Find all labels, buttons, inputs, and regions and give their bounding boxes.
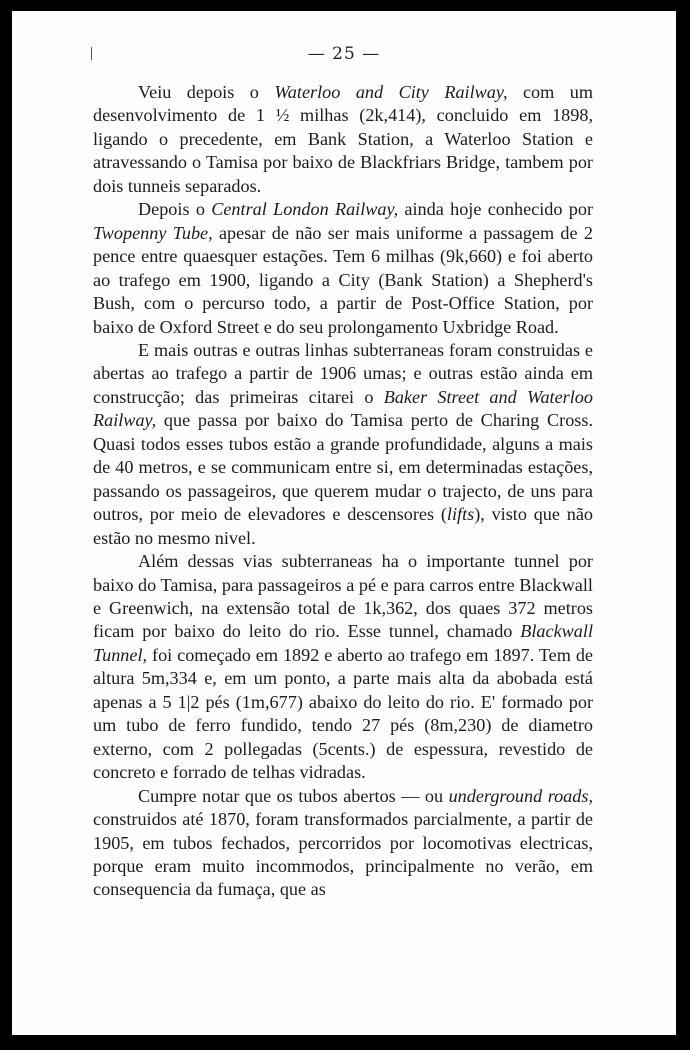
text-run: ainda hoje conhecido por <box>398 199 593 220</box>
text-run: Cumpre notar que os tubos abertos — ou <box>138 785 449 806</box>
text-run: que passa por baixo do Tamisa perto de Charing Cross. Quasi todos esses tubos estão a grande profundidade, alguns a mais de 40 metros, e se communicam entre si, em determinadas estações, passando os passageiros, que querem mudar o trajecto, de uns para outros, por meio de elevadores e descensores ( <box>93 410 593 525</box>
text-run: Depois o <box>138 199 212 220</box>
book-page <box>12 11 676 1035</box>
body-text <box>93 81 593 902</box>
paragraph-1 <box>93 81 593 198</box>
italic-run: Twopenny Tube, <box>93 222 213 243</box>
paragraph-4 <box>93 550 593 785</box>
page-number: — 25 — <box>307 44 381 64</box>
italic-run: Waterloo and City Railway, <box>274 82 508 102</box>
text-run: construidos até 1870, foram transformados parcialmente, a partir de 1905, em tubos fechados, percorridos por locomotivas electricas, porque eram muito incommodos, principalmente no verão, em consequencia da fumaça, que as <box>93 809 593 900</box>
italic-run: underground roads, <box>448 785 593 806</box>
italic-run: Baker Street and Waterloo Railway, <box>93 386 593 431</box>
paragraph-2 <box>93 198 593 339</box>
text-run: ), visto que não estão no mesmo nivel. <box>93 504 593 548</box>
text-run: apesar de não ser mais uniforme a passagem de 2 pence entre quaesquer estações. Tem 6 milhas (9k,660) e foi aberto ao trafego em 1900, ligando a City (Bank Station) a Shepherd's Bush, com o percurso todo, a partir de Post-Office Station, por baixo de Oxford Street e do seu prolongamento Uxbridge Road. <box>93 222 593 337</box>
italic-run: Central London Railway, <box>211 199 399 220</box>
paragraph-3 <box>93 339 593 550</box>
italic-run: lifts <box>446 504 475 525</box>
text-run: Além dessas vias subterraneas ha o importante tunnel por baixo do Tamisa, para passageiros a pé e para carros entre Blackwall e Greenwich, na extensão total de 1k,362, dos quaes 372 metros ficam por baixo do leito do rio. Esse tunnel, chamado <box>93 551 593 642</box>
text-run: E mais outras e outras linhas subterraneas foram construidas e abertas ao trafego a partir de 1906 umas; e outras estão ainda em construcção; das primeiras citarei o <box>93 339 593 407</box>
text-run: foi começado em 1892 e aberto ao trafego em 1897. Tem de altura 5m,334 e, em um ponto, a parte mais alta da abobada está apenas a 5 1|2 pés (1m,677) abaixo do leito do rio. E' formado por um tubo de ferro fundido, tendo 27 pés (8m,230) de diametro externo, com 2 pollegadas (5cents.) de espessura, revestido de concreto e forrado de telhas vidradas. <box>93 644 593 783</box>
italic-run: Blackwall Tunnel, <box>93 621 593 665</box>
text-run: Veiu depois o <box>138 82 275 102</box>
paragraph-5 <box>93 785 593 902</box>
text-run: com um desenvolvimento de 1 ½ milhas (2k,414), concluido em 1898, ligando o precedente, em Bank Station, a Waterloo Station e atravessando o Tamisa por baixo de Blackfriars Bridge, tambem por dois tunneis separados. <box>93 82 593 196</box>
